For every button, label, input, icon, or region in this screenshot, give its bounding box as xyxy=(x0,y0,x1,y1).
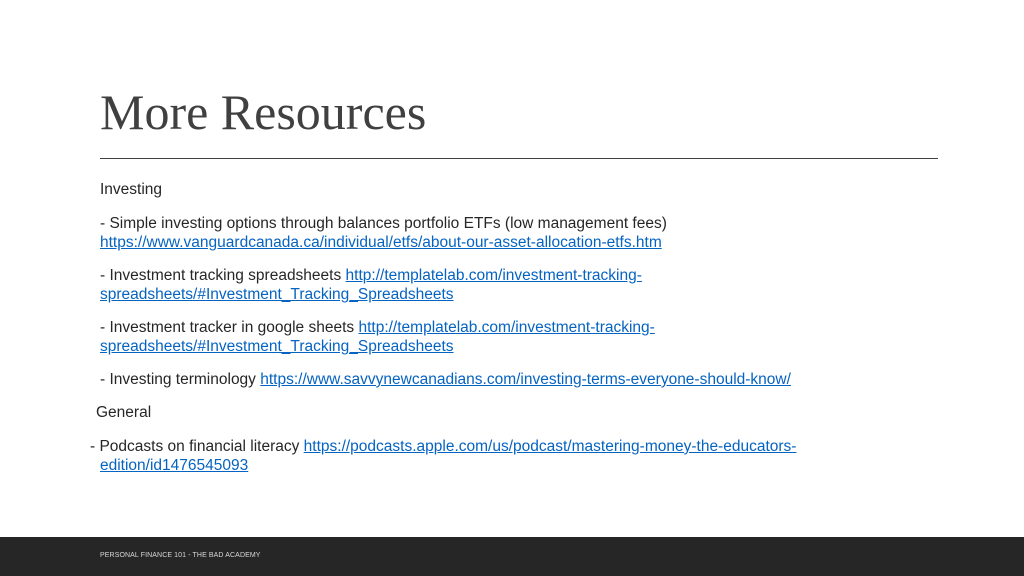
list-item-link-line xyxy=(100,233,662,252)
templatelab-sheets-link-cont[interactable]: spreadsheets/#Investment_Tracking_Spreadsheets xyxy=(100,338,454,355)
list-item-link-line xyxy=(100,337,454,356)
item-text: - Investment tracking spreadsheets xyxy=(100,267,346,284)
apple-podcast-link[interactable]: https://podcasts.apple.com/us/podcast/mastering-money-the-educators- xyxy=(303,438,797,455)
item-text: - Simple investing options through balances portfolio ETFs (low management fees) xyxy=(100,215,667,232)
list-item-link-line xyxy=(100,285,454,304)
item-text: - Podcasts on financial literacy xyxy=(90,438,304,455)
list-item xyxy=(100,266,642,285)
list-item xyxy=(100,214,667,233)
apple-podcast-link-cont[interactable]: edition/id1476545093 xyxy=(100,457,249,474)
list-item xyxy=(90,437,796,456)
list-item xyxy=(100,318,655,337)
item-text: - Investing terminology xyxy=(100,371,261,388)
slide-title: More Resources xyxy=(100,84,427,140)
item-text: - Investment tracker in google sheets xyxy=(100,319,359,336)
savvynewcanadians-link[interactable]: https://www.savvynewcanadians.com/investing-terms-everyone-should-know/ xyxy=(260,371,791,388)
templatelab-tracking-link-cont[interactable]: spreadsheets/#Investment_Tracking_Spreadsheets xyxy=(100,286,454,303)
section-heading-investing: Investing xyxy=(100,181,163,198)
vanguard-link[interactable]: https://www.vanguardcanada.ca/individual/etfs/about-our-asset-allocation-etfs.htm xyxy=(100,234,662,251)
footer-text: PERSONAL FINANCE 101 - THE BAD ACADEMY xyxy=(100,552,261,559)
list-item xyxy=(100,370,791,389)
templatelab-sheets-link[interactable]: http://templatelab.com/investment-tracking- xyxy=(358,319,655,336)
list-item-link-line xyxy=(100,456,248,475)
section-heading-general: General xyxy=(96,404,152,421)
title-divider xyxy=(100,158,938,159)
templatelab-tracking-link[interactable]: http://templatelab.com/investment-tracking- xyxy=(345,267,642,284)
footer-bar xyxy=(0,537,1024,576)
